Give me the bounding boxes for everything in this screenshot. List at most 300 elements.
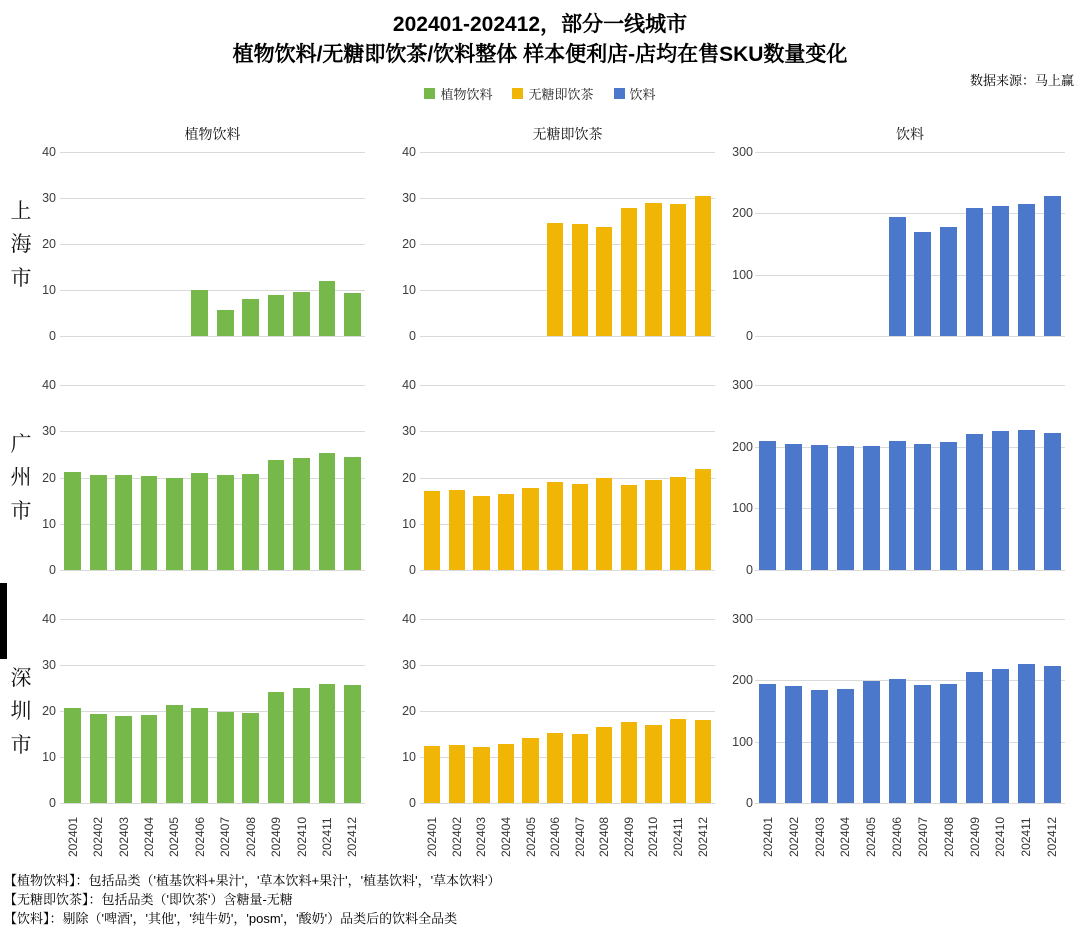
y-tick-label: 100 xyxy=(732,501,753,516)
x-tick-label: 202402 xyxy=(449,816,464,858)
bar-slot xyxy=(962,619,988,803)
x-axis-beverage xyxy=(755,806,1065,868)
x-tick xyxy=(666,806,691,868)
bar xyxy=(344,457,361,570)
bar-slot xyxy=(111,619,136,803)
screenshot-artifact xyxy=(0,583,7,659)
bar-slot xyxy=(858,385,884,570)
bar-slot xyxy=(340,385,365,570)
gridline xyxy=(755,803,1065,804)
data-source-note: 数据来源：马上赢 xyxy=(969,73,1074,88)
bar-slot xyxy=(690,385,715,570)
bar-slot xyxy=(494,619,519,803)
x-tick xyxy=(469,806,494,868)
legend-swatch-beverage xyxy=(614,88,625,99)
chart-shanghai-beverage xyxy=(723,145,1065,343)
x-tick-label: 202410 xyxy=(294,816,309,858)
legend-label-beverage: 饮料 xyxy=(629,87,656,102)
bar xyxy=(695,196,711,336)
x-tick-label: 202405 xyxy=(864,816,879,858)
bar xyxy=(645,480,661,570)
x-tick xyxy=(987,806,1013,868)
bar xyxy=(695,720,711,803)
bar-slot xyxy=(238,619,263,803)
chart-title xyxy=(0,10,1080,71)
bar xyxy=(621,208,637,336)
bar-slot xyxy=(162,152,187,336)
x-tick xyxy=(111,806,136,868)
bar xyxy=(242,299,259,336)
bar-series xyxy=(420,619,715,803)
bar xyxy=(424,746,440,803)
bar xyxy=(473,496,489,570)
x-tick xyxy=(567,806,592,868)
legend-swatch-tea xyxy=(512,88,523,99)
bar xyxy=(1044,666,1061,803)
x-tick-label: 202410 xyxy=(993,816,1008,858)
x-tick xyxy=(420,806,445,868)
bar-slot xyxy=(987,385,1013,570)
bar xyxy=(596,478,612,571)
bar-slot xyxy=(617,152,642,336)
x-tick xyxy=(641,806,666,868)
bar xyxy=(522,488,538,570)
y-tick-label: 40 xyxy=(402,378,416,392)
chart-guangzhou-beverage xyxy=(723,378,1065,577)
bar xyxy=(191,290,208,336)
bar-slot xyxy=(641,152,666,336)
x-tick xyxy=(136,806,161,868)
bar xyxy=(940,684,957,803)
bar-slot xyxy=(60,385,85,570)
x-tick-label: 202407 xyxy=(915,816,930,858)
bar xyxy=(319,684,336,803)
bar-slot xyxy=(187,385,212,570)
bar-slot xyxy=(832,619,858,803)
bar xyxy=(863,446,880,570)
bar xyxy=(217,475,234,570)
y-tick-label: 30 xyxy=(42,191,56,205)
gridline xyxy=(420,570,715,571)
bar-slot xyxy=(962,152,988,336)
bar xyxy=(966,434,983,570)
x-tick xyxy=(592,806,617,868)
bar-slot xyxy=(213,385,238,570)
bar xyxy=(547,482,563,570)
chart-guangzhou-plant xyxy=(30,378,365,577)
y-tick-label: 40 xyxy=(42,612,56,626)
bar-slot xyxy=(807,152,833,336)
y-tick-label: 10 xyxy=(42,283,56,297)
bar-series xyxy=(420,385,715,570)
bar-slot xyxy=(85,385,110,570)
bar-slot xyxy=(781,619,807,803)
x-tick-label: 202408 xyxy=(243,816,258,858)
y-tick-label: 100 xyxy=(732,734,753,749)
x-tick xyxy=(238,806,263,868)
gridline xyxy=(420,336,715,337)
bar-slot xyxy=(314,619,339,803)
bar-slot xyxy=(617,619,642,803)
bar xyxy=(759,441,776,570)
bar-slot xyxy=(314,385,339,570)
bar-slot xyxy=(592,385,617,570)
footnotes xyxy=(4,871,501,928)
bar xyxy=(596,227,612,336)
bar xyxy=(670,204,686,336)
x-tick-label: 202406 xyxy=(890,816,905,858)
bar-slot xyxy=(238,385,263,570)
y-tick-label: 20 xyxy=(402,237,416,251)
x-axis-tea xyxy=(420,806,715,868)
y-tick-label: 300 xyxy=(732,612,753,626)
bar-series xyxy=(420,152,715,336)
column-title-tea: 无糖即饮茶 xyxy=(532,126,603,142)
x-tick xyxy=(884,806,910,868)
y-tick-label: 10 xyxy=(42,516,56,531)
y-tick-label: 300 xyxy=(732,145,753,159)
x-tick-label: 202403 xyxy=(116,816,131,858)
bar-slot xyxy=(884,152,910,336)
x-tick-label: 202412 xyxy=(345,816,360,858)
y-tick-label: 30 xyxy=(402,191,416,205)
y-tick-label: 10 xyxy=(402,750,416,764)
chart-shenzhen-tea xyxy=(390,612,715,810)
bar xyxy=(670,719,686,803)
bar xyxy=(166,705,183,803)
bar-slot xyxy=(85,152,110,336)
bar-slot xyxy=(858,619,884,803)
x-tick-label: 202402 xyxy=(786,816,801,858)
bar xyxy=(293,292,310,336)
bar-slot xyxy=(289,385,314,570)
bar xyxy=(115,716,132,803)
bar-slot xyxy=(832,385,858,570)
footnote-tea: 【无糖即饮茶】：包括品类（'即饮茶'）含糖量-无糖 xyxy=(4,892,293,907)
chart-shenzhen-plant xyxy=(30,612,365,810)
y-tick-label: 0 xyxy=(409,563,416,577)
x-tick xyxy=(962,806,988,868)
bar-slot xyxy=(592,152,617,336)
bar xyxy=(596,727,612,803)
bar-slot xyxy=(666,152,691,336)
bar xyxy=(90,714,107,803)
x-tick-label: 202411 xyxy=(1019,817,1034,857)
legend xyxy=(0,84,1080,103)
y-tick-label: 10 xyxy=(402,283,416,297)
x-tick xyxy=(314,806,339,868)
footnote-plant: 【植物饮料】：包括品类（'植基饮料+果汁'，'草本饮料+果汁'，'植基饮料'，'草本饮料'） xyxy=(4,873,501,888)
x-tick xyxy=(936,806,962,868)
bar-slot xyxy=(807,619,833,803)
chart-title-line2: 植物饮料/无糖即饮茶/饮料整体 样本便利店-店均在售SKU数量变化 xyxy=(232,43,848,67)
bar-slot xyxy=(420,385,445,570)
bar-slot xyxy=(263,152,288,336)
bar-slot xyxy=(289,152,314,336)
bar xyxy=(115,475,132,570)
bar-slot xyxy=(567,152,592,336)
bar xyxy=(785,686,802,803)
bar xyxy=(914,232,931,336)
gridline xyxy=(60,336,365,337)
legend-item-plant xyxy=(424,84,492,103)
bar xyxy=(940,227,957,336)
y-tick-label: 40 xyxy=(402,612,416,626)
bar xyxy=(217,310,234,336)
x-tick xyxy=(858,806,884,868)
bar xyxy=(141,476,158,570)
column-title-plant: 植物饮料 xyxy=(184,126,241,142)
bar xyxy=(759,684,776,803)
x-tick-label: 202409 xyxy=(269,816,284,858)
bar xyxy=(344,685,361,803)
bar-slot xyxy=(469,619,494,803)
x-tick xyxy=(1039,806,1065,868)
bar xyxy=(966,208,983,336)
bar xyxy=(449,490,465,570)
x-tick xyxy=(755,806,781,868)
bar-slot xyxy=(469,385,494,570)
gridline xyxy=(420,803,715,804)
x-tick xyxy=(1013,806,1039,868)
bar xyxy=(319,281,336,336)
bar xyxy=(268,295,285,336)
bar-slot xyxy=(469,152,494,336)
bar xyxy=(572,224,588,336)
x-tick-label: 202406 xyxy=(548,816,563,858)
chart-shanghai-tea xyxy=(390,145,715,343)
bar-slot xyxy=(445,619,470,803)
x-tick xyxy=(187,806,212,868)
bar-slot xyxy=(162,385,187,570)
x-tick-label: 202410 xyxy=(646,816,661,858)
bar-slot xyxy=(567,619,592,803)
x-tick-label: 202403 xyxy=(474,816,489,858)
x-tick-label: 202403 xyxy=(812,816,827,858)
bar-slot xyxy=(936,152,962,336)
x-tick-label: 202401 xyxy=(760,816,775,858)
x-tick-label: 202412 xyxy=(1045,816,1060,858)
bar xyxy=(572,734,588,803)
bar-slot xyxy=(567,385,592,570)
bar-slot xyxy=(420,619,445,803)
y-tick-label: 0 xyxy=(409,329,416,343)
y-tick-label: 300 xyxy=(732,378,753,392)
x-tick-label: 202409 xyxy=(967,816,982,858)
bar xyxy=(966,672,983,803)
bar xyxy=(992,206,1009,336)
bar-slot xyxy=(755,152,781,336)
bar-slot xyxy=(1039,385,1065,570)
y-tick-label: 20 xyxy=(42,704,56,718)
chart-guangzhou-tea xyxy=(390,378,715,577)
bar xyxy=(547,733,563,803)
x-tick-label: 202404 xyxy=(838,816,853,858)
y-tick-label: 0 xyxy=(746,329,753,343)
bar xyxy=(64,472,81,570)
bar xyxy=(914,444,931,570)
x-tick xyxy=(690,806,715,868)
x-axis-plant xyxy=(60,806,365,868)
x-tick xyxy=(263,806,288,868)
bar-slot xyxy=(518,619,543,803)
bar-slot xyxy=(187,152,212,336)
bar xyxy=(1018,430,1035,570)
bar xyxy=(217,712,234,803)
y-tick-label: 0 xyxy=(49,796,56,810)
bar xyxy=(992,431,1009,570)
bar xyxy=(293,458,310,570)
bar-slot xyxy=(213,619,238,803)
bar-slot xyxy=(1039,619,1065,803)
bar xyxy=(64,708,81,803)
row-label-shanghai: 上海市 xyxy=(10,199,32,290)
bar-slot xyxy=(936,619,962,803)
x-tick xyxy=(781,806,807,868)
y-tick-label: 200 xyxy=(732,439,753,454)
y-tick-label: 10 xyxy=(42,750,56,764)
bar xyxy=(811,690,828,803)
x-tick xyxy=(910,806,936,868)
bar-series xyxy=(755,385,1065,570)
bar-series xyxy=(60,385,365,570)
bar-slot xyxy=(884,385,910,570)
bar xyxy=(940,442,957,570)
bar-slot xyxy=(858,152,884,336)
chart-shanghai-plant xyxy=(30,145,365,343)
x-tick-label: 202402 xyxy=(91,816,106,858)
x-tick-label: 202405 xyxy=(167,816,182,858)
y-tick-label: 20 xyxy=(402,704,416,718)
legend-label-tea: 无糖即饮茶 xyxy=(528,87,594,102)
bar-slot xyxy=(111,385,136,570)
x-tick-label: 202408 xyxy=(941,816,956,858)
x-tick xyxy=(289,806,314,868)
bar xyxy=(449,745,465,803)
x-tick-label: 202407 xyxy=(218,816,233,858)
bar xyxy=(785,444,802,570)
x-tick-label: 202408 xyxy=(597,816,612,858)
bar-slot xyxy=(910,619,936,803)
bar xyxy=(191,473,208,570)
x-tick-label: 202407 xyxy=(572,816,587,858)
y-tick-label: 0 xyxy=(49,563,56,577)
x-tick-label: 202404 xyxy=(499,816,514,858)
x-tick-label: 202401 xyxy=(65,816,80,858)
bar-slot xyxy=(543,619,568,803)
bar xyxy=(695,469,711,570)
gridline xyxy=(755,570,1065,571)
gridline xyxy=(755,336,1065,337)
bar-slot xyxy=(289,619,314,803)
bar-series xyxy=(755,619,1065,803)
bar-slot xyxy=(1013,619,1039,803)
y-tick-label: 200 xyxy=(732,206,753,221)
bar xyxy=(992,669,1009,803)
y-tick-label: 30 xyxy=(402,424,416,439)
legend-item-tea xyxy=(512,84,593,103)
bar xyxy=(141,715,158,803)
bar-slot xyxy=(641,619,666,803)
bar-slot xyxy=(111,152,136,336)
x-tick-label: 202401 xyxy=(425,816,440,858)
y-tick-label: 20 xyxy=(42,237,56,251)
bar xyxy=(242,713,259,803)
bar-slot xyxy=(136,619,161,803)
y-tick-label: 0 xyxy=(746,796,753,810)
bar-slot xyxy=(910,385,936,570)
bar-slot xyxy=(987,152,1013,336)
bar-slot xyxy=(936,385,962,570)
bar-slot xyxy=(781,152,807,336)
bar-slot xyxy=(263,385,288,570)
bar xyxy=(1018,204,1035,336)
bar-slot xyxy=(755,385,781,570)
bar-slot xyxy=(910,152,936,336)
bar-slot xyxy=(755,619,781,803)
bar xyxy=(293,688,310,803)
y-tick-label: 200 xyxy=(732,673,753,688)
x-tick-label: 202405 xyxy=(523,816,538,858)
bar-slot xyxy=(340,152,365,336)
bar-slot xyxy=(807,385,833,570)
x-tick xyxy=(60,806,85,868)
y-tick-label: 20 xyxy=(42,470,56,485)
bar-series xyxy=(755,152,1065,336)
y-tick-label: 40 xyxy=(402,145,416,159)
bar-slot xyxy=(162,619,187,803)
bar-slot xyxy=(60,152,85,336)
bar xyxy=(498,744,514,803)
bar-slot xyxy=(60,619,85,803)
bar-slot xyxy=(832,152,858,336)
gridline xyxy=(60,803,365,804)
y-tick-label: 30 xyxy=(42,658,56,672)
x-tick xyxy=(162,806,187,868)
x-tick xyxy=(445,806,470,868)
bar xyxy=(645,725,661,803)
bar xyxy=(645,203,661,336)
bar-slot xyxy=(592,619,617,803)
bar xyxy=(242,474,259,570)
row-label-guangzhou: 广州市 xyxy=(10,432,32,523)
bar xyxy=(670,477,686,570)
bar-slot xyxy=(314,152,339,336)
x-tick xyxy=(543,806,568,868)
bar-slot xyxy=(420,152,445,336)
bar xyxy=(473,747,489,803)
bar-slot xyxy=(1013,152,1039,336)
x-tick xyxy=(340,806,365,868)
bar-slot xyxy=(136,385,161,570)
bar xyxy=(344,293,361,336)
bar-slot xyxy=(666,385,691,570)
gridline xyxy=(60,570,365,571)
bar-slot xyxy=(518,152,543,336)
legend-item-beverage xyxy=(614,84,656,103)
bar-slot xyxy=(962,385,988,570)
bar-slot xyxy=(690,619,715,803)
bar-slot xyxy=(494,385,519,570)
x-tick xyxy=(832,806,858,868)
bar-slot xyxy=(445,385,470,570)
column-title-beverage: 饮料 xyxy=(896,126,924,142)
x-tick xyxy=(518,806,543,868)
x-tick xyxy=(617,806,642,868)
bar xyxy=(621,722,637,803)
y-tick-label: 10 xyxy=(402,516,416,531)
y-tick-label: 40 xyxy=(42,145,56,159)
